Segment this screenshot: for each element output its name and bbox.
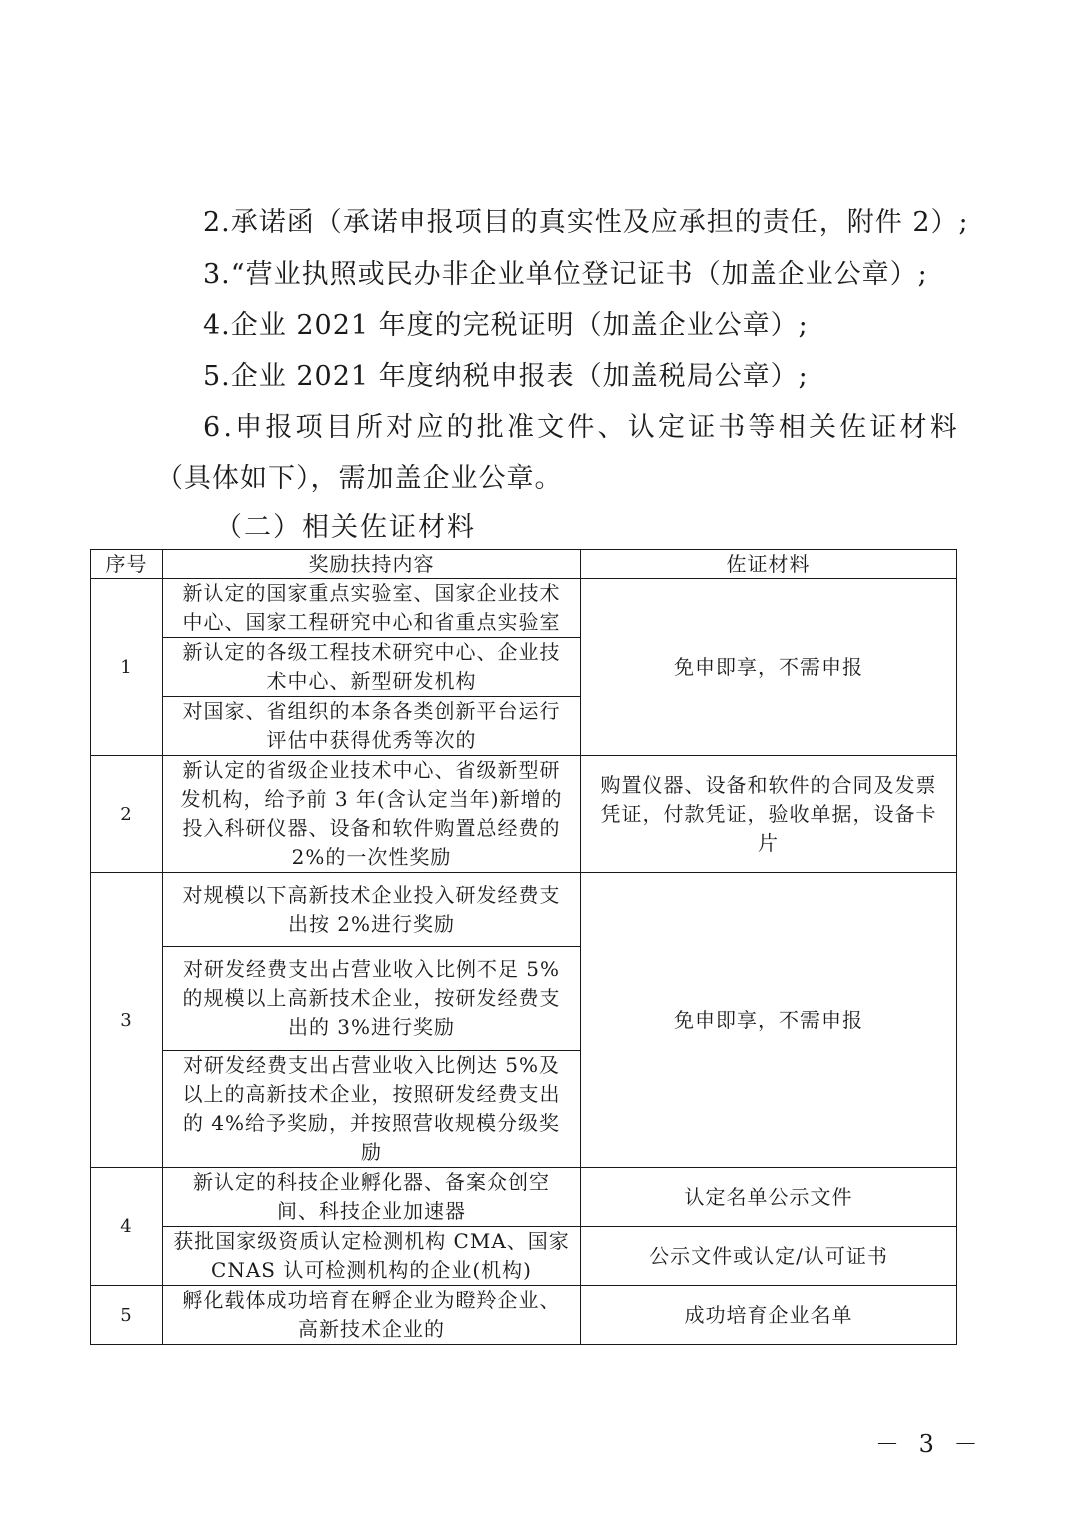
table-header-row (91, 550, 957, 579)
row-number: 2 (91, 756, 163, 873)
list-item-3: 3.“营业执照或民办非企业单位登记证书（加盖企业公章）; (203, 259, 928, 290)
list-item-2: 2.承诺函（承诺申报项目的真实性及应承担的责任，附件 2）; (203, 207, 969, 238)
reward-content: 对国家、省组织的本条各类创新平台运行评估中获得优秀等次的 (163, 697, 581, 756)
list-item-6: 6.申报项目所对应的批准文件、认定证书等相关佐证材料 (203, 412, 960, 443)
table-row (91, 1227, 957, 1286)
list-item-4: 4.企业 2021 年度的完税证明（加盖企业公章）; (203, 310, 809, 341)
header-content: 奖励扶持内容 (163, 550, 581, 579)
row-number: 5 (91, 1286, 163, 1345)
proof-material: 购置仪器、设备和软件的合同及发票凭证，付款凭证，验收单据，设备卡片 (581, 756, 957, 873)
proof-material: 免申即享，不需申报 (581, 579, 957, 756)
row-number: 4 (91, 1168, 163, 1286)
reward-content: 孵化载体成功培育在孵企业为瞪羚企业、高新技术企业的 (163, 1286, 581, 1345)
materials-table (90, 549, 957, 1345)
list-item-6-continuation: （具体如下），需加盖企业公章。 (156, 463, 563, 494)
reward-content: 新认定的各级工程技术研究中心、企业技术中心、新型研发机构 (163, 638, 581, 697)
reward-content: 对规模以下高新技术企业投入研发经费支出按 2%进行奖励 (163, 873, 581, 947)
table-row (91, 1286, 957, 1345)
page-number: － 3 － (875, 1430, 984, 1458)
section-title: （二）相关佐证材料 (215, 512, 476, 543)
list-item-5: 5.企业 2021 年度纳税申报表（加盖税局公章）; (203, 361, 809, 392)
table-row (91, 579, 957, 638)
row-number: 3 (91, 873, 163, 1168)
header-proof: 佐证材料 (581, 550, 957, 579)
reward-content: 新认定的国家重点实验室、国家企业技术中心、国家工程研究中心和省重点实验室 (163, 579, 581, 638)
proof-material: 认定名单公示文件 (581, 1168, 957, 1227)
header-no: 序号 (91, 550, 163, 579)
proof-material: 公示文件或认定/认可证书 (581, 1227, 957, 1286)
table-row (91, 756, 957, 873)
table-row (91, 873, 957, 947)
row-number: 1 (91, 579, 163, 756)
table-row (91, 1168, 957, 1227)
reward-content: 对研发经费支出占营业收入比例达 5%及以上的高新技术企业，按照研发经费支出的 4%给予奖励，并按照营收规模分级奖励 (163, 1051, 581, 1168)
reward-content: 新认定的科技企业孵化器、备案众创空间、科技企业加速器 (163, 1168, 581, 1227)
reward-content: 获批国家级资质认定检测机构 CMA、国家 CNAS 认可检测机构的企业(机构) (163, 1227, 581, 1286)
proof-material: 免申即享，不需申报 (581, 873, 957, 1168)
reward-content: 对研发经费支出占营业收入比例不足 5%的规模以上高新技术企业，按研发经费支出的 3%进行奖励 (163, 947, 581, 1051)
reward-content: 新认定的省级企业技术中心、省级新型研发机构，给予前 3 年(含认定当年)新增的投入科研仪器、设备和软件购置总经费的 2%的一次性奖励 (163, 756, 581, 873)
proof-material: 成功培育企业名单 (581, 1286, 957, 1345)
